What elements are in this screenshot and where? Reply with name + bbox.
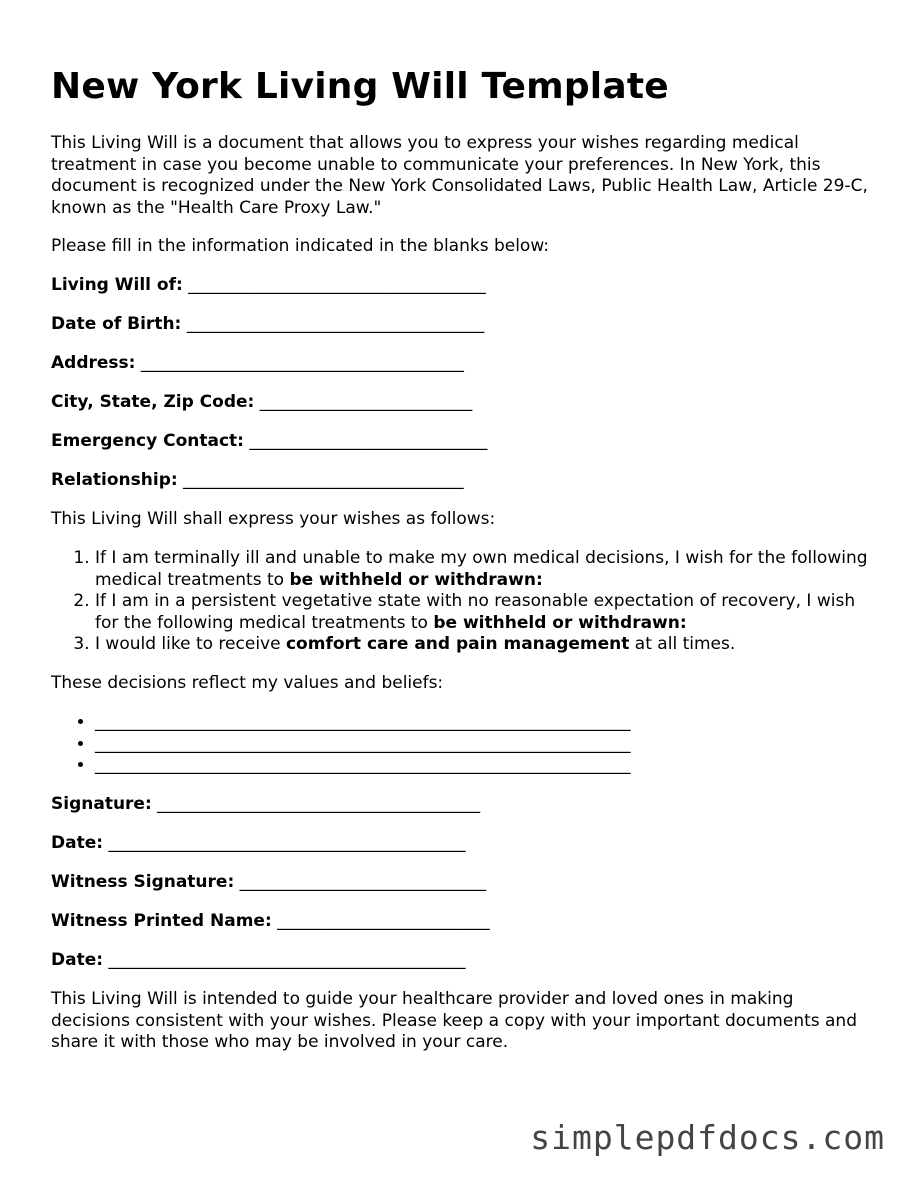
list-item (95, 548, 871, 591)
field-address (51, 353, 871, 375)
field-blank[interactable]: ____________________________ (249, 431, 488, 451)
field-label: Witness Printed Name: (51, 911, 272, 931)
document-page (51, 58, 871, 1054)
field-blank[interactable]: ___________________________________ (186, 314, 485, 334)
field-blank[interactable]: _____________________________ (239, 872, 487, 892)
field-blank[interactable]: ______________________________________ (140, 353, 464, 373)
field-emergency-contact (51, 431, 871, 453)
field-blank[interactable]: ______________________________________ (157, 794, 481, 814)
field-label: Address: (51, 353, 136, 373)
wish-text: If I am terminally ill and unable to make my own medical decisions, I wish for the following medical treatments to (95, 548, 868, 590)
field-date (51, 833, 871, 855)
wish-text: If I am in a persistent vegetative state with no reasonable expectation of recovery, I wish for the following medical treatments to (95, 591, 856, 633)
field-label: Date: (51, 950, 104, 970)
field-blank[interactable]: ___________________________________ (188, 275, 486, 295)
field-label: Emergency Contact: (51, 431, 244, 451)
field-witness-date (51, 950, 871, 972)
field-signature (51, 794, 871, 816)
page-title: New York Living Will Template (51, 66, 669, 107)
field-label: City, State, Zip Code: (51, 392, 255, 412)
wish-after: at all times. (629, 634, 736, 654)
field-living-will-of (51, 275, 871, 297)
instructions-text: Please fill in the information indicated in the blanks below: (51, 236, 550, 256)
list-item (95, 634, 871, 656)
list-item (95, 734, 871, 756)
field-label: Living Will of: (51, 275, 183, 295)
wishes-intro: This Living Will shall express your wishes as follows: (51, 509, 496, 529)
list-item (95, 712, 871, 734)
field-city-state-zip (51, 392, 871, 414)
field-label: Relationship: (51, 470, 178, 490)
field-blank[interactable]: _________________________________ (183, 470, 464, 490)
value-blank[interactable]: _______________________________________________________________ (95, 733, 631, 754)
signature-fields (51, 794, 871, 972)
field-label: Witness Signature: (51, 872, 235, 892)
wish-emphasis: be withheld or withdrawn: (433, 612, 687, 633)
wish-text: I would like to receive (95, 634, 286, 654)
field-label: Date: (51, 833, 104, 853)
list-item (95, 755, 871, 777)
values-list (51, 712, 871, 777)
value-blank[interactable]: _______________________________________________________________ (95, 755, 631, 775)
wishes-list (51, 548, 871, 656)
field-blank[interactable]: __________________________________________ (108, 950, 466, 970)
values-intro: These decisions reflect my values and beliefs: (51, 673, 444, 693)
field-relationship (51, 470, 871, 492)
field-date-of-birth (51, 314, 871, 336)
field-label: Date of Birth: (51, 314, 182, 334)
field-label: Signature: (51, 794, 152, 814)
wish-emphasis: comfort care and pain management (285, 634, 630, 654)
field-blank[interactable]: _________________________ (277, 911, 490, 931)
field-witness-signature (51, 872, 871, 894)
field-blank[interactable]: __________________________________________ (108, 833, 466, 853)
personal-fields (51, 275, 871, 492)
closing-paragraph: This Living Will is intended to guide your healthcare provider and loved ones in making decisions consistent with your wishes. Please keep a copy with your important documents and share it with those who may be involved in your care. (51, 989, 857, 1052)
value-blank[interactable]: _______________________________________________________________ (95, 712, 631, 732)
list-item (95, 591, 871, 634)
intro-paragraph: This Living Will is a document that allows you to express your wishes regarding medical treatment in case you become unable to communicate your preferences. In New York, this document is recognized under the New York Consolidated Laws, Public Health Law, Article 29-C, known as the "Health Care Proxy Law." (51, 133, 868, 218)
wish-emphasis: be withheld or withdrawn: (289, 569, 543, 590)
watermark-text: simplepdfdocs.com (530, 1118, 885, 1157)
field-witness-printed-name (51, 911, 871, 933)
field-blank[interactable]: _________________________ (259, 392, 473, 412)
